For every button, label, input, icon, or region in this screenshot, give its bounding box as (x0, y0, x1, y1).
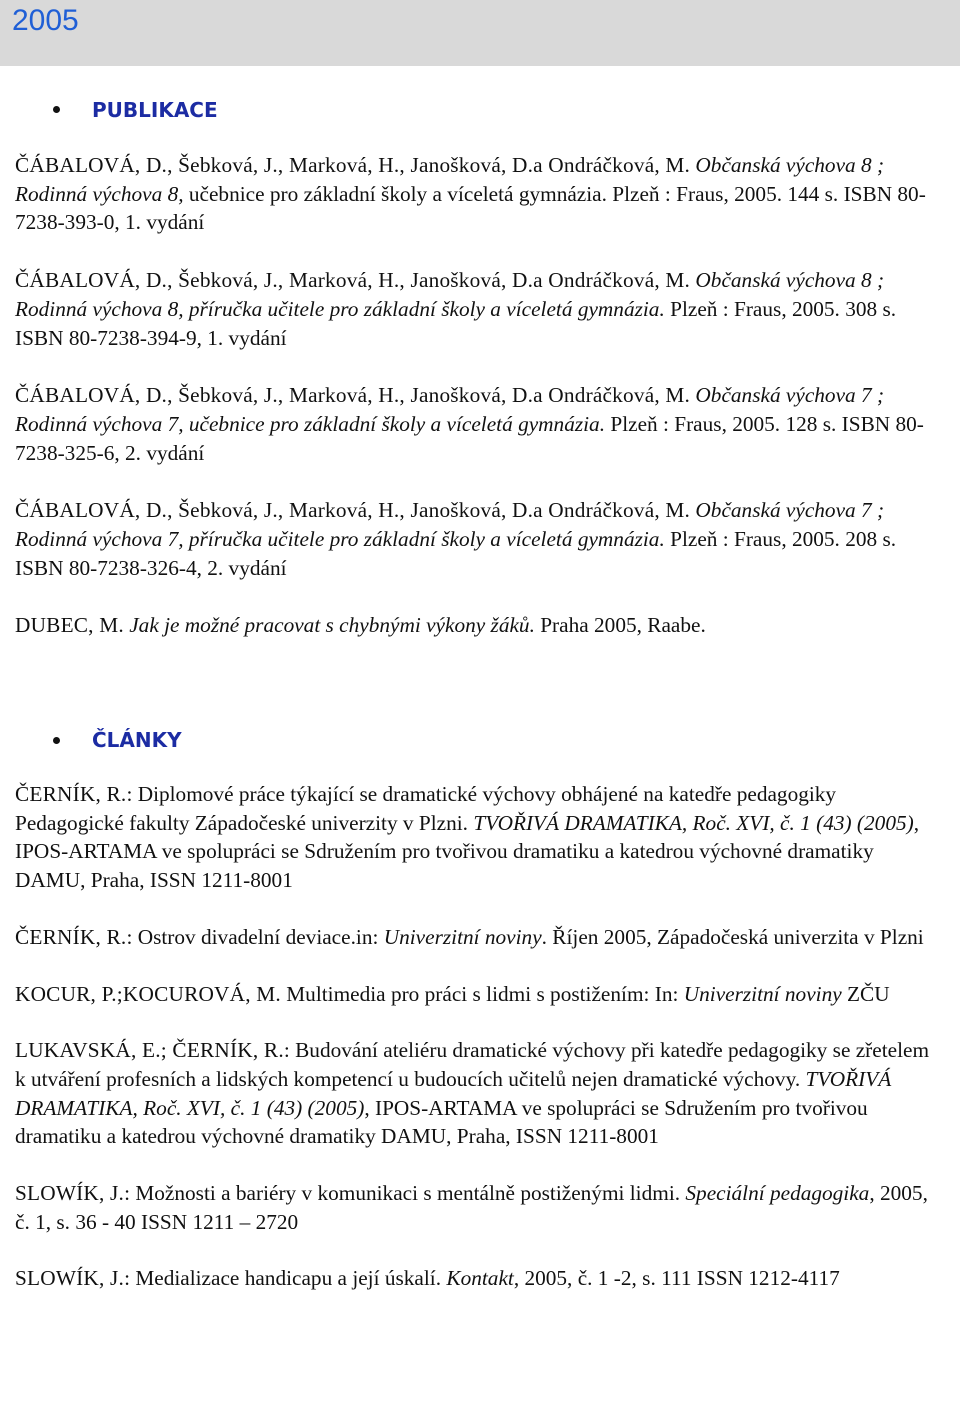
entry-details: . Říjen 2005, Západočeská univerzita v Plzni (541, 924, 924, 949)
entry-text: : Možnosti a bariéry v komunikaci s mentálně postiženými lidmi. (124, 1181, 681, 1206)
list-item (15, 611, 940, 640)
entry-details: Praha 2005, Raabe. (534, 613, 706, 638)
entry-details: Plzeň : Fraus, 2005. 208 s. ISBN 80-7238-326-4, 2. vydání (15, 527, 897, 580)
year-title: 2005 (12, 4, 79, 37)
entry-text: : Budování ateliéru dramatické výchovy při katedře pedagogiky se zřetelem k utváření profesních a lidských kompetencí u budoucích učitelů nejen dramatické výchovy. (15, 1038, 930, 1091)
entry-details: Plzeň : Fraus, 2005. 308 s. ISBN 80-7238-394-9, 1. vydání (15, 296, 897, 350)
entry-details: , 2005, č. 1, s. 36 - 40 ISSN 1211 – 2720 (15, 1181, 928, 1234)
publications-list (15, 151, 940, 669)
entry-title: Občanská výchova 8 ; Rodinná výchova 8, příručka učitele pro základní školy a víceletá gymnázia. (15, 268, 885, 321)
entry-source: Speciální pedagogika (685, 1181, 870, 1206)
list-item (15, 980, 940, 1009)
entry-title: Jak je možné pracovat s chybnými výkony žáků. (129, 613, 535, 638)
entry-authors: ČÁBALOVÁ, D., Šebková, J., Marková, H., Janošková, D.a Ondráčková, M. (15, 268, 691, 293)
entry-title: Občanská výchova 7 ; Rodinná výchova 7, učebnice pro základní školy a víceletá gymnázia. (15, 383, 885, 436)
entry-authors: ČERNÍK, R. (15, 924, 127, 949)
section-title-clanky: ČLÁNKY (92, 728, 182, 752)
list-item (15, 1264, 940, 1293)
bullet-icon (53, 737, 60, 744)
list-item (15, 266, 940, 352)
list-item (15, 1036, 940, 1151)
entry-text: : Ostrov divadelní deviace.in: (126, 924, 379, 949)
articles-list (15, 780, 940, 1321)
list-item (15, 151, 940, 237)
entry-source: Univerzitní noviny (383, 924, 542, 949)
section-title-publikace: PUBLIKACE (92, 98, 218, 122)
entry-authors: ČÁBALOVÁ, D., Šebková, J., Marková, H., Janošková, D.a Ondráčková, M. (15, 498, 691, 523)
entry-authors: ČÁBALOVÁ, D., Šebková, J., Marková, H., Janošková, D.a Ondráčková, M. (15, 153, 691, 177)
list-item (15, 1179, 940, 1236)
entry-source: Kontakt (446, 1266, 514, 1291)
entry-source: TVOŘIVÁ DRAMATIKA, Roč. XVI, č. 1 (43) (2005) (15, 1066, 892, 1120)
entry-details: , IPOS-ARTAMA ve spolupráci se Sdružením pro tvořivou dramatiku a katedrou výchovné dramatiky DAMU, Praha, ISSN 1211-8001 (15, 1095, 868, 1149)
entry-details: Plzeň : Fraus, 2005. 128 s. ISBN 80-7238-325-6, 2. vydání (15, 411, 924, 465)
entry-source: Univerzitní noviny (683, 981, 842, 1006)
bullet-icon (53, 106, 60, 113)
entry-authors: LUKAVSKÁ, E.; ČERNÍK, R. (15, 1038, 284, 1063)
entry-authors: SLOWÍK, J. (15, 1266, 125, 1291)
entry-details: , IPOS-ARTAMA ve spolupráci se Sdružením pro tvořivou dramatiku a katedrou výchovné dramatiky DAMU, Praha, ISSN 1211-8001 (15, 810, 920, 893)
entry-authors: ČÁBALOVÁ, D., Šebková, J., Marková, H., Janošková, D.a Ondráčková, M. (15, 383, 691, 408)
list-item (15, 381, 940, 467)
entry-text: : Medializace handicapu a její úskalí. (124, 1266, 442, 1291)
entry-details: učebnice pro základní školy a víceletá gymnázia. Plzeň : Fraus, 2005. 144 s. ISBN 80-7238-393-0, 1. vydání (15, 181, 926, 235)
entry-text: : Diplomové práce týkající se dramatické výchovy obhájené na katedře pedagogiky Pedagogické fakulty Západočeské univerzity v Plzni. (15, 782, 837, 835)
entry-title: Občanská výchova 8 ; Rodinná výchova 8, (15, 153, 885, 206)
entry-authors: SLOWÍK, J. (15, 1181, 125, 1206)
entry-details: ZČU (841, 981, 890, 1006)
entry-text: Multimedia pro práci s lidmi s postižením: In: (280, 981, 679, 1006)
entry-authors: KOCUR, P.;KOCUROVÁ, M. (15, 981, 281, 1006)
entry-details: , 2005, č. 1 -2, s. 111 ISSN 1212-4117 (513, 1266, 840, 1291)
list-item (15, 923, 940, 952)
list-item (15, 496, 940, 582)
year-header-bar (0, 0, 960, 66)
entry-source: TVOŘIVÁ DRAMATIKA, Roč. XVI, č. 1 (43) (2005) (473, 810, 914, 835)
entry-title: Občanská výchova 7 ; Rodinná výchova 7, příručka učitele pro základní školy a víceletá gymnázia. (15, 498, 885, 552)
entry-authors: ČERNÍK, R. (15, 782, 127, 806)
list-item (15, 780, 940, 895)
entry-authors: DUBEC, M. (15, 613, 124, 638)
